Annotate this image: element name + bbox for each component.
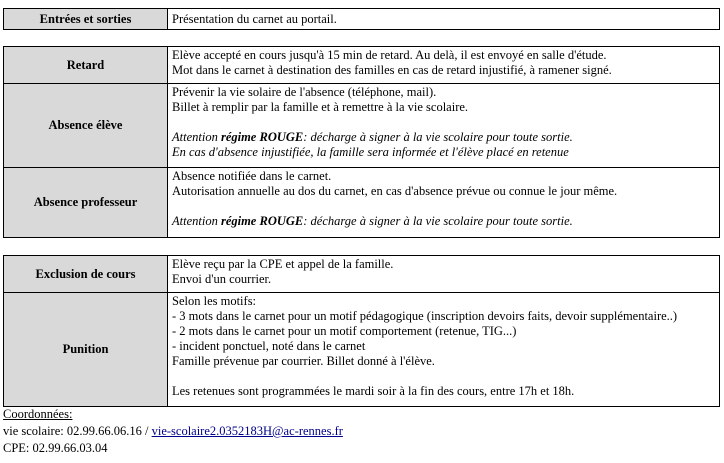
text-line: Présentation du carnet au portail. [172,11,337,26]
text-line: Autorisation annuelle au dos du carnet, en cas d'absence prévue ou connue le jour même. [172,184,618,198]
table-entrees [3,8,720,30]
text-line: Elève reçu par la CPE et appel de la famille. [172,257,394,271]
text-line: Elève accepté en cours jusqu'à 15 min de retard. Au delà, il est envoyé en salle d'étude. [172,48,607,62]
content-punition [168,293,720,407]
label-retard: Retard [4,47,168,84]
label-punition: Punition [4,293,168,407]
label-absence-professeur: Absence professeur [4,168,168,238]
text-line: - incident ponctuel, noté dans le carnet [172,339,366,353]
table-absences [3,46,720,238]
text-line: Absence notifiée dans le carnet. [172,169,332,183]
retenues-line: Les retenues sont programmées le mardi soir à la fin des cours, entre 17h et 18h. [172,384,575,398]
text-line: Mot dans le carnet à destination des familles en cas de retard injustifié, à ramener signé. [172,63,612,77]
label-entrees-sorties: Entrées et sorties [4,9,168,30]
content-exclusion [168,256,720,293]
content-retard [168,47,720,84]
label-absence-eleve: Absence élève [4,84,168,168]
vie-scolaire-contact [3,423,343,440]
vie-scolaire-email-link[interactable]: vie-scolaire2.0352183H@ac-rennes.fr [151,424,343,438]
text-line: Prévenir la vie solaire de l'absence (téléphone, mail). [172,85,437,99]
vie-scolaire-phone: vie scolaire: 02.99.66.06.16 / [3,424,152,438]
table-sanctions [3,255,720,407]
cpe-contact: CPE: 02.99.66.03.04 [3,441,108,455]
text-line: Famille prévenue par courrier. Billet donné à l'élève. [172,354,435,368]
text-line: - 2 mots dans le carnet pour un motif comportement (retenue, TIG...) [172,324,517,338]
content-entrees-sorties [168,9,720,30]
content-absence-professeur [168,168,720,238]
attention-line: Attention régime ROUGE: décharge à signer à la vie scolaire pour toute sortie. [172,130,573,144]
attention-line: Attention régime ROUGE: décharge à signer à la vie scolaire pour toute sortie. [172,214,573,228]
coordonnees-title: Coordonnées: [3,407,73,421]
text-line: - 3 mots dans le carnet pour un motif pédagogique (inscription devoirs faits, devoir supplémentaire..) [172,309,678,323]
text-line: Envoi d'un courrier. [172,272,272,286]
content-absence-eleve [168,84,720,168]
text-line: Billet à remplir par la famille et à remettre à la vie scolaire. [172,100,469,114]
note-line: En cas d'absence injustifiée, la famille sera informée et l'élève placé en retenue [172,145,569,159]
coordonnees-footer [3,406,343,457]
label-exclusion: Exclusion de cours [4,256,168,293]
text-line: Selon les motifs: [172,294,257,308]
